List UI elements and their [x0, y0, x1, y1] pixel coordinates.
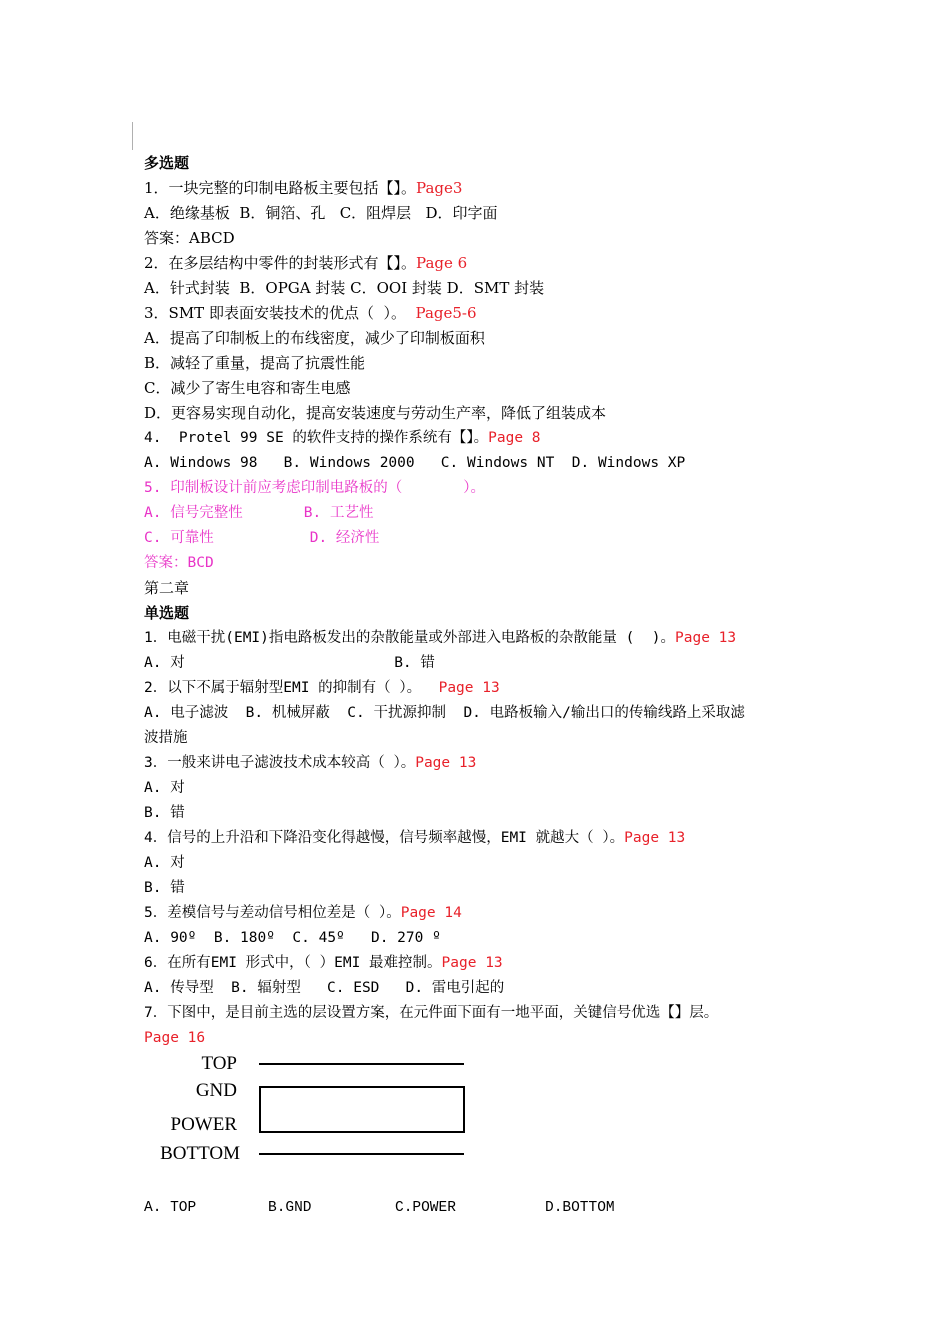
text-line — [144, 178, 462, 198]
line-text: D．更容易实现自动化，提高安装速度与劳动生产率，降低了组装成本 — [144, 404, 607, 422]
line-text: A. 对 B. 错 — [144, 655, 435, 671]
line-text: 多选题 — [144, 154, 190, 172]
text-line — [144, 378, 350, 398]
text-line — [144, 503, 374, 523]
option-b: B.GND — [268, 1200, 312, 1216]
text-line — [144, 778, 185, 798]
line-text: 第二章 — [144, 579, 190, 597]
text-line — [144, 803, 185, 823]
line-text: 4．信号的上升沿和下降沿变化得越慢，信号频率越慢，EMI 就越大（ ）。 — [144, 830, 625, 846]
line-text: A. Windows 98 B. Windows 2000 C. Windows NT D. Windows XP — [144, 455, 686, 471]
page-reference: Page 13 — [624, 830, 686, 846]
line-text: A. 传导型 B. 辐射型 C. ESD D. 雷电引起的 — [144, 980, 505, 996]
text-line — [144, 203, 498, 223]
page-reference: Page 6 — [416, 254, 468, 272]
text-line — [144, 153, 189, 173]
text-line — [144, 878, 185, 898]
option-c: C.POWER — [395, 1200, 456, 1216]
highlighted-text: C. 可靠性 D. 经济性 — [144, 530, 380, 546]
text-line — [144, 853, 185, 873]
text-line — [144, 303, 477, 323]
page-reference: Page 13 — [441, 955, 503, 971]
text-line — [144, 353, 365, 373]
highlighted-text: A. 信号完整性 B. 工艺性 — [144, 505, 374, 521]
text-line — [144, 753, 476, 773]
page-reference: Page 13 — [438, 680, 500, 696]
text-line — [144, 1028, 205, 1048]
page-reference: Page 16 — [144, 1030, 206, 1046]
line-text: 波措施 — [144, 730, 188, 746]
line-text: C．减少了寄生电容和寄生电感 — [144, 379, 351, 397]
line-text: 2．以下不属于辐射型EMI 的抑制有（ ）。 — [144, 680, 439, 696]
text-line — [144, 453, 685, 473]
line-text: 5．差模信号与差动信号相位差是（ ）。 — [144, 905, 401, 921]
layer-line-top — [259, 1063, 464, 1065]
text-line — [144, 253, 467, 273]
line-text: A．针式封装 B．OPGA 封装 C．OOI 封装 D．SMT 封装 — [144, 279, 545, 297]
line-text: A. 对 — [144, 780, 185, 796]
layer-line-bottom — [259, 1153, 464, 1155]
text-line — [144, 528, 379, 548]
line-text: B. 错 — [144, 805, 185, 821]
line-text: 2．在多层结构中零件的封装形式有【】。 — [144, 254, 417, 272]
line-text: B. 错 — [144, 880, 185, 896]
text-line — [144, 1003, 718, 1023]
line-text: 1．一块完整的印制电路板主要包括【】。 — [144, 179, 417, 197]
page-reference: Page 8 — [488, 430, 541, 446]
text-line — [144, 428, 541, 448]
line-text: 单选题 — [144, 604, 190, 622]
page-reference: Page5-6 — [415, 304, 477, 322]
line-text: 7．下图中，是目前主选的层设置方案，在元件面下面有一地平面，关键信号优选【】层。 — [144, 1005, 719, 1021]
text-line — [144, 578, 189, 598]
highlighted-text: 5. 印制板设计前应考虑印制电路板的（ ）。 — [144, 480, 486, 496]
text-line — [144, 728, 188, 748]
text-line — [144, 228, 235, 248]
page-reference: Page 13 — [415, 755, 477, 771]
text-cursor — [132, 122, 133, 150]
text-line — [144, 653, 435, 673]
line-text: 答案：ABCD — [144, 229, 235, 247]
line-text: 1．电磁干扰(EMI)指电路板发出的杂散能量或外部进入电路板的杂散能量 ( )。 — [144, 630, 676, 646]
page-reference: Page 14 — [400, 905, 462, 921]
text-line — [144, 828, 685, 848]
layer-label-gnd: GND — [195, 1080, 237, 1101]
page-reference: Page3 — [416, 179, 463, 197]
text-line — [144, 478, 485, 498]
text-line — [144, 628, 736, 648]
text-line — [144, 928, 441, 948]
layer-label-top: TOP — [201, 1053, 237, 1074]
text-line — [144, 978, 504, 998]
line-text: B．减轻了重量，提高了抗震性能 — [144, 354, 366, 372]
line-text: 6．在所有EMI 形式中，（ ）EMI 最难控制。 — [144, 955, 442, 971]
highlighted-text: 答案：BCD — [144, 555, 214, 571]
text-line — [144, 328, 485, 348]
line-text: A. 电子滤波 B. 机械屏蔽 C. 干扰源抑制 D. 电路板输入/输出口的传输线路上采取滤 — [144, 705, 745, 721]
line-text: A. 90º B. 180º C. 45º D. 270 º — [144, 930, 441, 946]
text-line — [144, 278, 544, 298]
text-line — [144, 703, 745, 723]
text-line — [144, 903, 462, 923]
line-text: 3．SMT 即表面安装技术的优点（ ）。 — [144, 304, 416, 322]
page-reference: Page 13 — [675, 630, 737, 646]
option-a: A. TOP — [144, 1200, 197, 1216]
text-line — [144, 403, 606, 423]
layer-label-bottom: BOTTOM — [160, 1143, 240, 1164]
text-line — [144, 553, 214, 573]
line-text: 3．一般来讲电子滤波技术成本较高（ ）。 — [144, 755, 416, 771]
line-text: A．提高了印制板上的布线密度，减少了印制板面积 — [144, 329, 485, 347]
line-text: A．绝缘基板 B．铜箔、孔 C．阻焊层 D．印字面 — [144, 204, 498, 222]
line-text: A. 对 — [144, 855, 185, 871]
text-line — [144, 953, 503, 973]
layer-label-power: POWER — [170, 1114, 237, 1135]
option-d: D.BOTTOM — [545, 1200, 615, 1216]
layer-box-gnd-power — [259, 1086, 465, 1133]
line-text: 4. Protel 99 SE 的软件支持的操作系统有【】。 — [144, 430, 489, 446]
text-line — [144, 678, 500, 698]
text-line — [144, 603, 189, 623]
